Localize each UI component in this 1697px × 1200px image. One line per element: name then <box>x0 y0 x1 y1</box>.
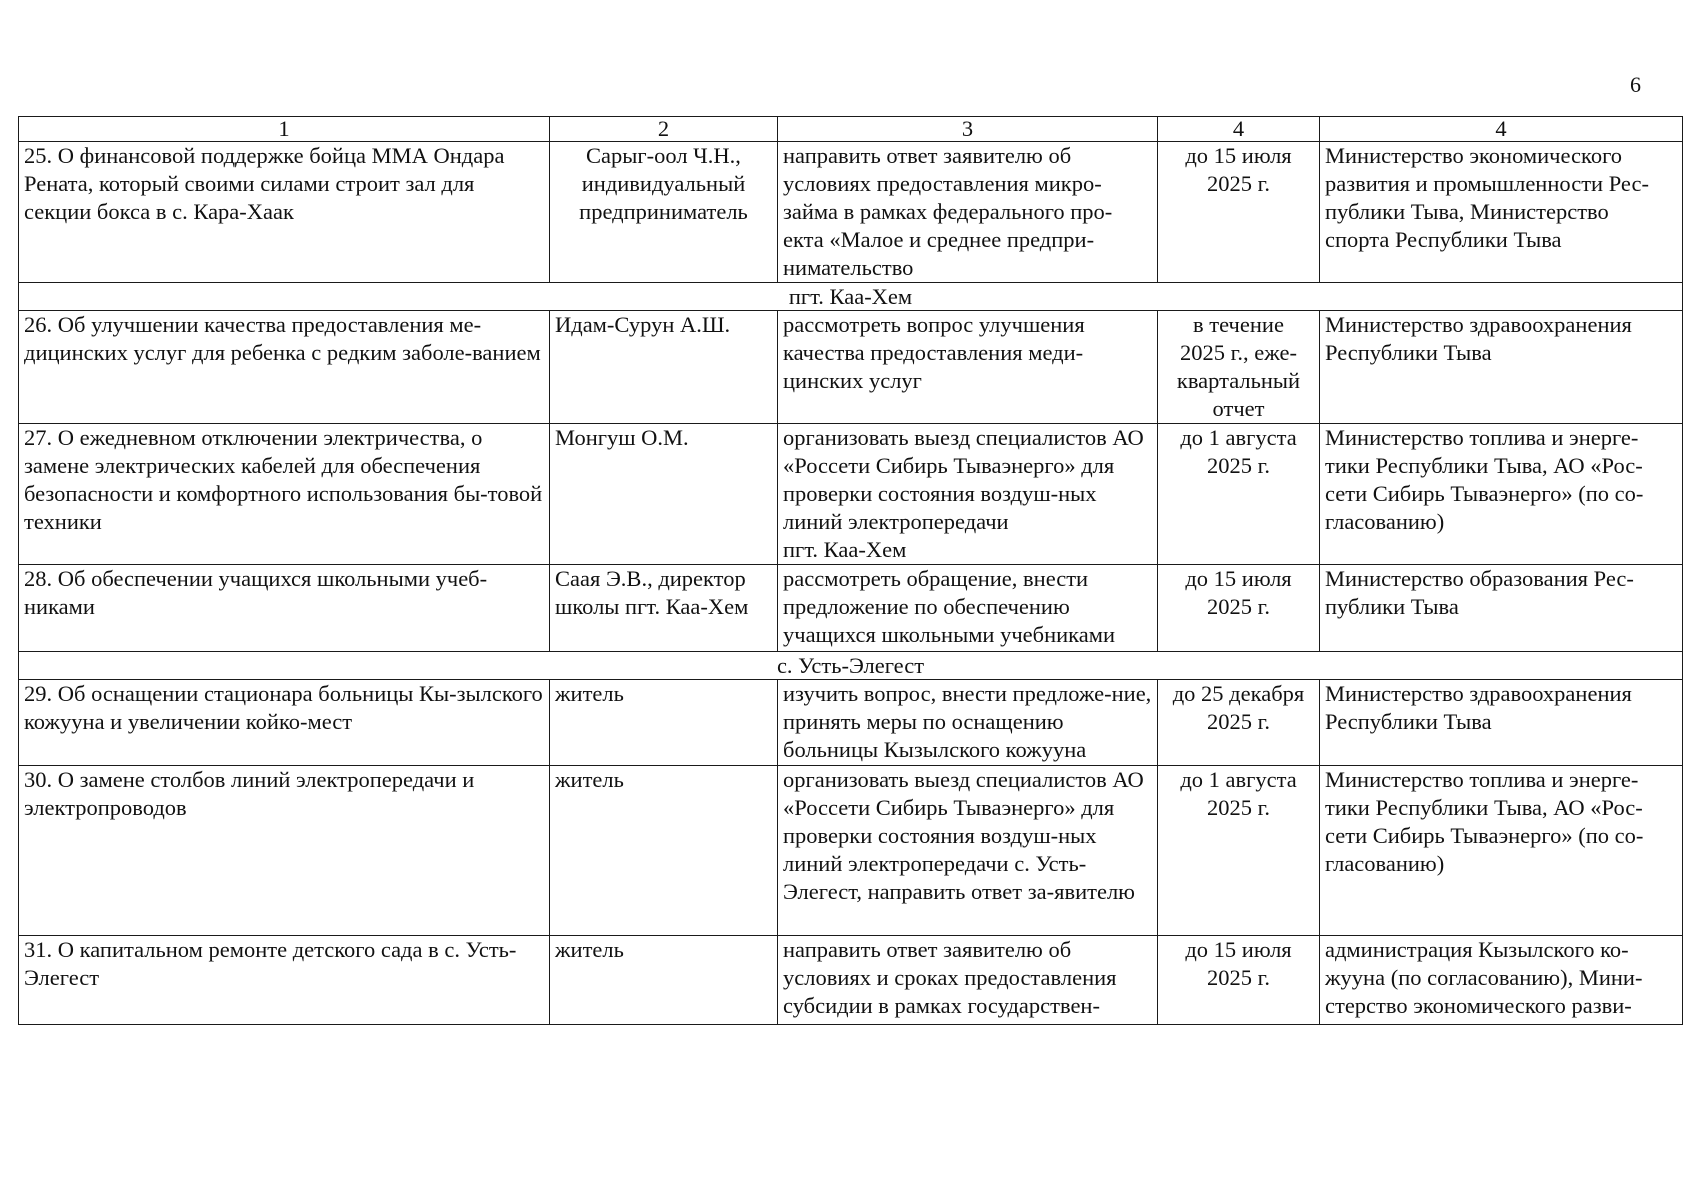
action-cell: изучить вопрос, внести предложе-ние, принять меры по оснащению больницы Кызылского кожууна <box>778 680 1158 766</box>
column-number-1: 1 <box>19 117 550 142</box>
column-number-3: 3 <box>778 117 1158 142</box>
issue-cell: 29. Об оснащении стационара больницы Кы-зылского кожууна и увеличении койко-мест <box>19 680 550 766</box>
issue-cell: 25. О финансовой поддержке бойца ММА Ондара Рената, который своими силами строит зал для секции бокса в с. Кара-Хаак <box>19 142 550 283</box>
deadline-cell: до 15 июля 2025 г. <box>1158 565 1320 652</box>
applicant-cell: Саая Э.В., директор школы пгт. Каа-Хем <box>550 565 778 652</box>
column-number-5: 4 <box>1320 117 1683 142</box>
deadline-cell: до 15 июля 2025 г. <box>1158 936 1320 1025</box>
column-number-4: 4 <box>1158 117 1320 142</box>
applicant-cell: Сарыг-оол Ч.Н., индивидуальный предприниматель <box>550 142 778 283</box>
action-cell: рассмотреть обращение, внести предложение по обеспечению учащихся школьными учебниками <box>778 565 1158 652</box>
deadline-cell: до 1 августа 2025 г. <box>1158 766 1320 936</box>
table-row <box>19 766 1683 936</box>
section-title: пгт. Каа-Хем <box>19 283 1683 311</box>
table-row <box>19 142 1683 283</box>
table-row <box>19 311 1683 424</box>
deadline-cell: до 25 декабря 2025 г. <box>1158 680 1320 766</box>
responsible-cell: Министерство топлива и энерге-тики Республики Тыва, АО «Рос-сети Сибирь Тываэнерго» (по со-гласованию) <box>1320 424 1683 565</box>
issue-cell: 31. О капитальном ремонте детского сада в с. Усть-Элегест <box>19 936 550 1025</box>
deadline-cell: до 1 августа 2025 г. <box>1158 424 1320 565</box>
applicant-cell: житель <box>550 680 778 766</box>
action-cell: направить ответ заявителю об условиях предоставления микро-займа в рамках федерального про-екта «Малое и среднее предпри-нимательство <box>778 142 1158 283</box>
applicant-cell: житель <box>550 936 778 1025</box>
responsible-cell: Министерство топлива и энерге-тики Республики Тыва, АО «Рос-сети Сибирь Тываэнерго» (по со-гласованию) <box>1320 766 1683 936</box>
page-number: 6 <box>1630 72 1641 97</box>
applicant-cell: Идам-Сурун А.Ш. <box>550 311 778 424</box>
section-title: с. Усть-Элегест <box>19 652 1683 680</box>
deadline-cell: до 15 июля 2025 г. <box>1158 142 1320 283</box>
deadline-cell: в течение 2025 г., еже- квартальный отчет <box>1158 311 1320 424</box>
table-header-row <box>19 117 1683 142</box>
action-cell: организовать выезд специалистов АО «Россети Сибирь Тываэнерго» для проверки состояния воздуш-ных линий электропередачи с. Усть-Элегест, направить ответ за-явителю <box>778 766 1158 936</box>
responsible-cell: Министерство здравоохранения Республики Тыва <box>1320 680 1683 766</box>
issue-cell: 26. Об улучшении качества предоставления ме-дицинских услуг для ребенка с редким заболе-ванием <box>19 311 550 424</box>
action-cell: направить ответ заявителю об условиях и сроках предоставления субсидии в рамках государствен- <box>778 936 1158 1025</box>
action-cell: рассмотреть вопрос улучшения качества предоставления меди-цинских услуг <box>778 311 1158 424</box>
document-table <box>18 116 1683 1025</box>
responsible-cell: Министерство образования Рес-публики Тыва <box>1320 565 1683 652</box>
column-number-2: 2 <box>550 117 778 142</box>
table-row <box>19 424 1683 565</box>
issue-cell: 28. Об обеспечении учащихся школьными учеб-никами <box>19 565 550 652</box>
table-row <box>19 565 1683 652</box>
responsible-cell: администрация Кызылского ко-жууна (по согласованию), Мини-стерство экономического разви- <box>1320 936 1683 1025</box>
action-cell: организовать выезд специалистов АО «Россети Сибирь Тываэнерго» для проверки состояния воздуш-ных линий электропередачи пгт. Каа-Хем <box>778 424 1158 565</box>
applicant-cell: Монгуш О.М. <box>550 424 778 565</box>
section-row <box>19 652 1683 680</box>
section-row <box>19 283 1683 311</box>
table-row <box>19 680 1683 766</box>
issue-cell: 30. О замене столбов линий электропередачи и электропроводов <box>19 766 550 936</box>
table-row <box>19 936 1683 1025</box>
responsible-cell: Министерство здравоохранения Республики Тыва <box>1320 311 1683 424</box>
applicant-cell: житель <box>550 766 778 936</box>
responsible-cell: Министерство экономического развития и промышленности Рес-публики Тыва, Министерство спорта Республики Тыва <box>1320 142 1683 283</box>
issue-cell: 27. О ежедневном отключении электричества, о замене электрических кабелей для обеспечения безопасности и комфортного использования бы-товой техники <box>19 424 550 565</box>
